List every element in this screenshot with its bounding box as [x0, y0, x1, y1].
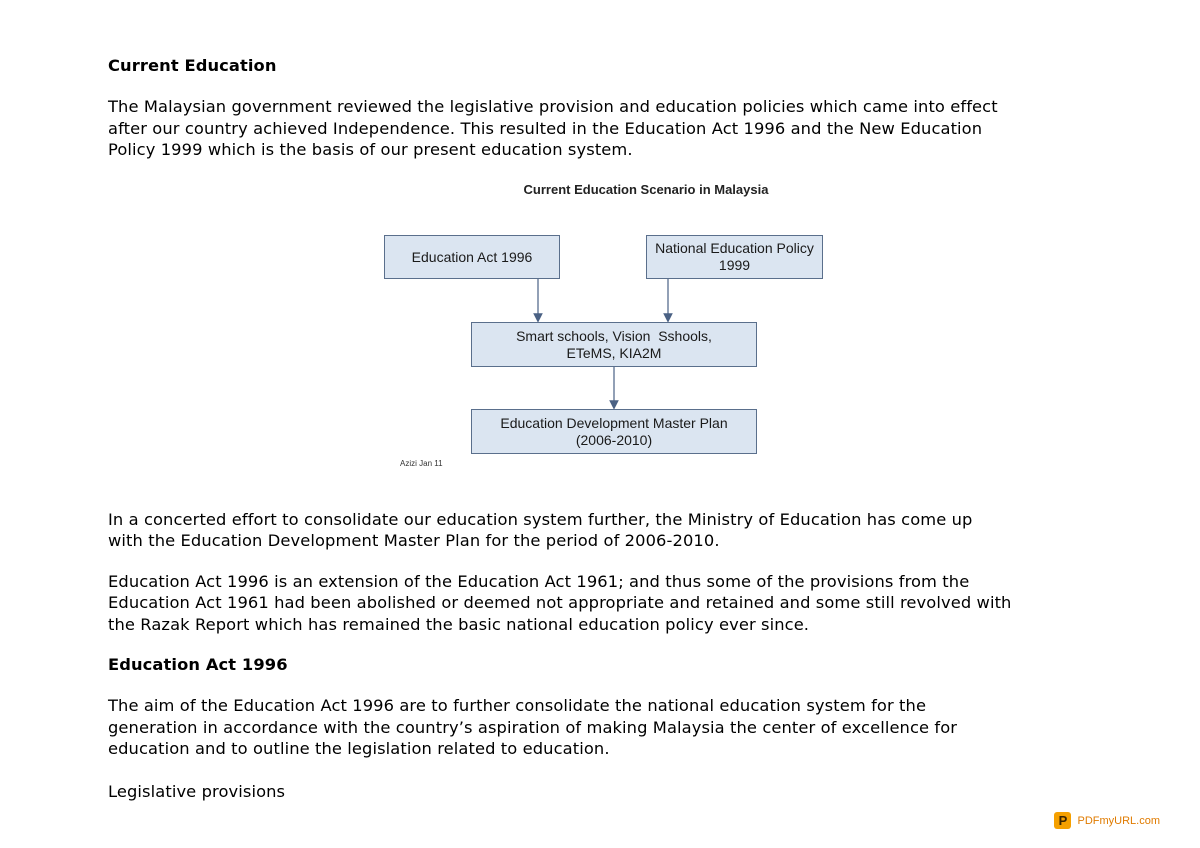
paragraph-line: generation in accordance with the country’s aspiration of making Malaysia the center of excellence for: [108, 717, 958, 737]
paragraph-act-extension: [108, 571, 1011, 635]
pdfmyurl-logo-icon: P: [1054, 812, 1071, 829]
pdfmyurl-link-text[interactable]: PDFmyURL.com: [1077, 814, 1160, 827]
box-national-policy-label-line2: 1999: [718, 257, 751, 273]
pdfmyurl-watermark[interactable]: [1054, 812, 1160, 829]
box-national-education-policy: [646, 235, 823, 279]
paragraph-master-plan: [108, 509, 972, 552]
box-smart-schools: [471, 322, 757, 367]
paragraph-line: education and to outline the legislation related to education.: [108, 739, 610, 759]
box-master-plan: [471, 409, 757, 454]
paragraph-line: the Razak Report which has remained the basic national education policy ever since.: [108, 614, 810, 634]
box-national-policy-label-line1: National Education Policy: [655, 240, 814, 256]
section-education-act-1996: [108, 654, 957, 802]
paragraph-line: Education Act 1961 had been abolished or deemed not appropriate and retained and some still revolved with: [108, 593, 1012, 613]
paragraph-line: The Malaysian government reviewed the legislative provision and education policies which came into effect: [108, 97, 998, 117]
heading-current-education: Current Education: [108, 56, 277, 75]
paragraph-line: The aim of the Education Act 1996 are to further consolidate the national education system for the: [108, 696, 927, 716]
paragraph-line: with the Education Development Master Plan for the period of 2006-2010.: [108, 531, 720, 551]
box-smart-schools-label-line2: ETeMS, KIA2M: [566, 344, 662, 361]
box-master-plan-label-line1: Education Development Master Plan: [500, 414, 728, 431]
diagram-author-note: Azizi Jan 11: [400, 459, 443, 468]
paragraph-line: Education Act 1996 is an extension of the Education Act 1961; and thus some of the provisions from the: [108, 572, 970, 591]
paragraph-line: after our country achieved Independence. This resulted in the Education Act 1996 and the New Education: [108, 118, 983, 138]
legislative-provisions-label: Legislative provisions: [108, 781, 286, 801]
heading-education-act-1996: Education Act 1996: [108, 655, 288, 674]
box-education-act-label: Education Act 1996: [411, 248, 533, 265]
paragraph-line: In a concerted effort to consolidate our education system further, the Ministry of Education has come up: [108, 510, 973, 529]
box-smart-schools-label-line1: Smart schools, Vision Sshools,: [516, 327, 712, 344]
box-master-plan-label-line2: (2006-2010): [575, 431, 653, 448]
paragraph-line: Policy 1999 which is the basis of our present education system.: [108, 140, 633, 160]
diagram-title: Current Education Scenario in Malaysia: [523, 182, 769, 197]
box-education-act: [384, 235, 560, 279]
